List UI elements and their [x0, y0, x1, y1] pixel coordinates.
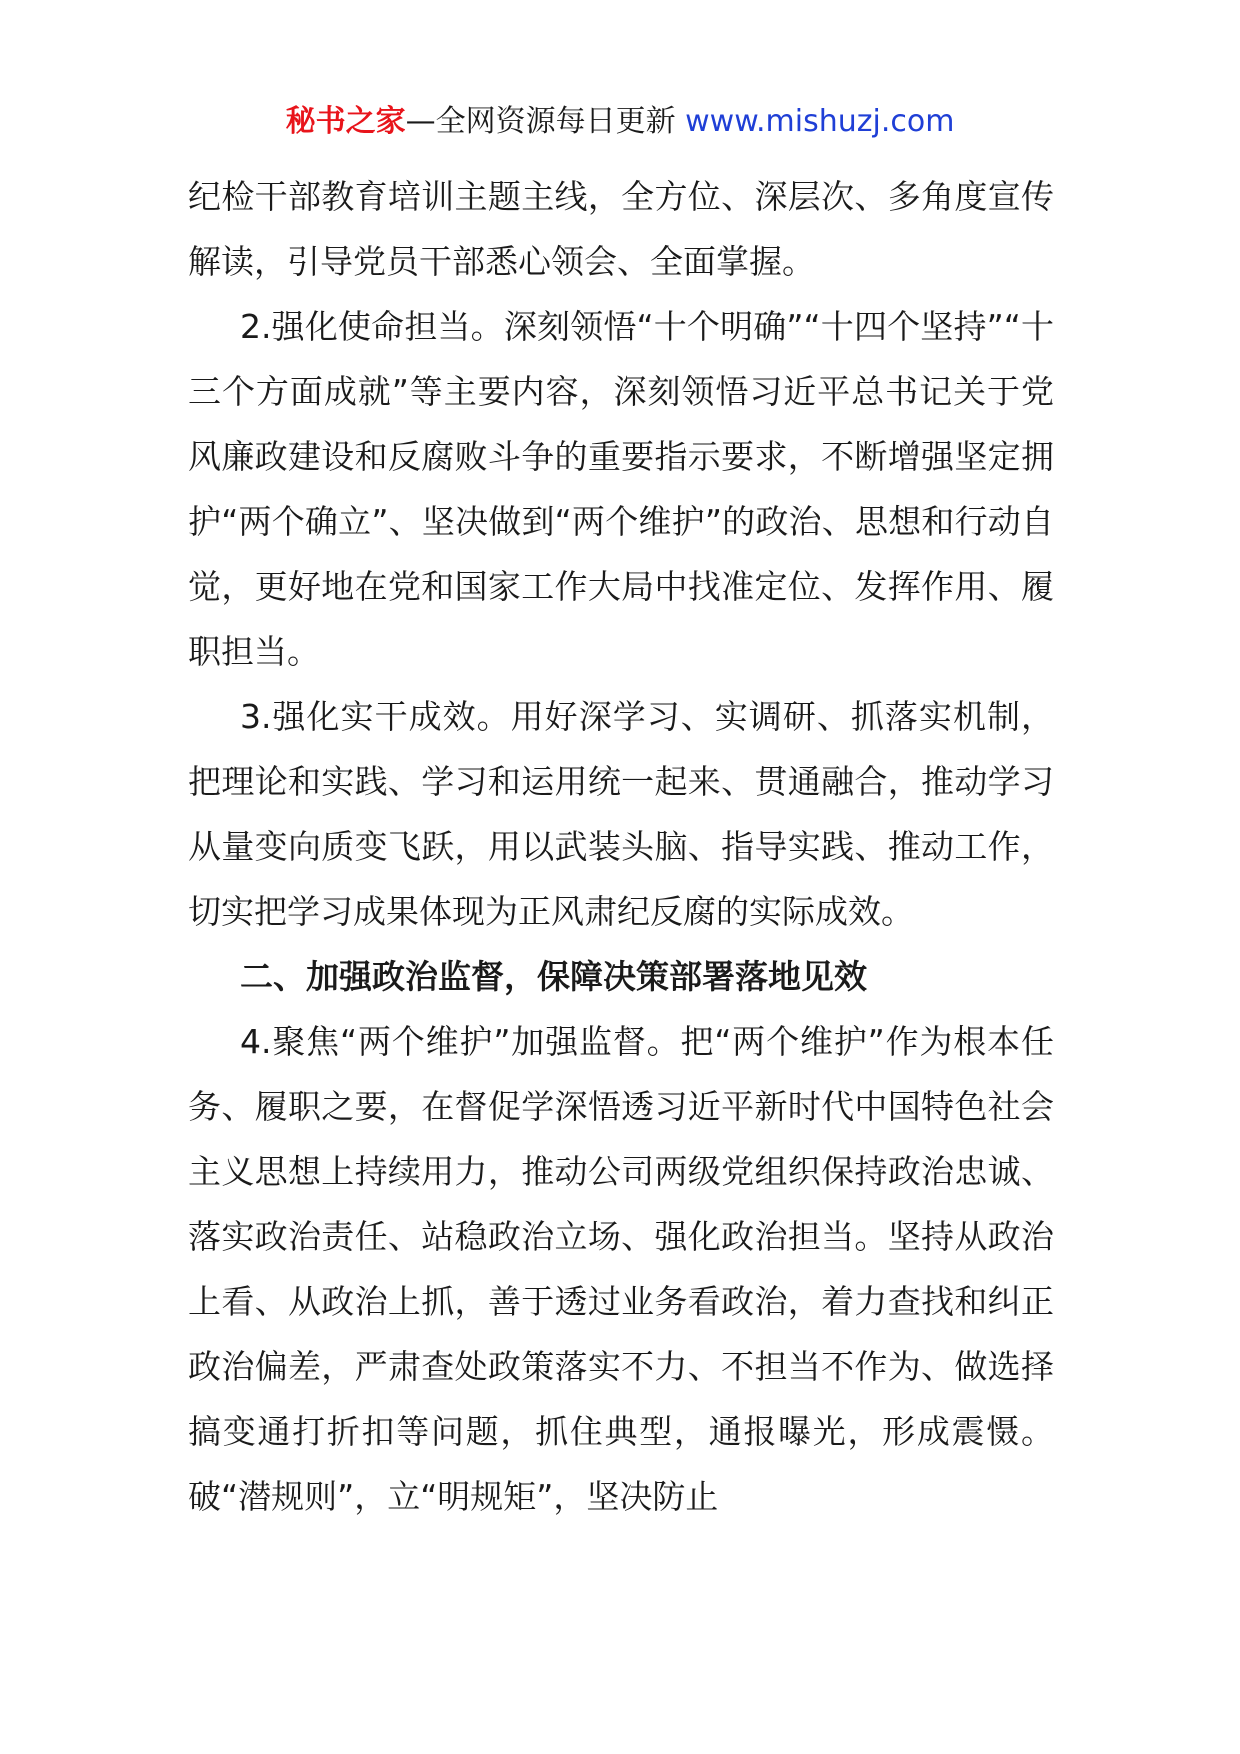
paragraph-item-2: 2.强化使命担当。深刻领悟“十个明确”“十四个坚持”“十三个方面成就”等主要内容，深刻领悟习近平总书记关于党风廉政建设和反腐败斗争的重要指示要求，不断增强坚定拥护“两个确立”、坚决做到“两个维护”的政治、思想和行动自觉，更好地在党和国家工作大局中找准定位、发挥作用、履职担当。	[188, 307, 1054, 671]
paragraph-item-3: 3.强化实干成效。用好深学习、实调研、抓落实机制，把理论和实践、学习和运用统一起来、贯通融合，推动学习从量变向质变飞跃，用以武装头脑、指导实践、推动工作，切实把学习成果体现为正风肃纪反腐的实际成效。	[188, 697, 1054, 931]
website-link[interactable]: www.mishuzj.com	[685, 104, 955, 139]
paragraph-item-4: 4.聚焦“两个维护”加强监督。把“两个维护”作为根本任务、履职之要，在督促学深悟透习近平新时代中国特色社会主义思想上持续用力，推动公司两级党组织保持政治忠诚、落实政治责任、站稳政治立场、强化政治担当。坚持从政治上看、从政治上抓，善于透过业务看政治，着力查找和纠正政治偏差，严肃查处政策落实不力、不担当不作为、做选择搞变通打折扣等问题，抓住典型，通报曝光，形成震慑。破“潜规则”，立“明规矩”，坚决防止	[188, 1022, 1054, 1516]
document-body	[188, 164, 1054, 1529]
brand-name: 秘书之家	[285, 104, 406, 139]
header-tagline: —全网资源每日更新	[405, 104, 676, 139]
page-header	[0, 100, 1240, 144]
paragraph-continued: 纪检干部教育培训主题主线，全方位、深层次、多角度宣传解读，引导党员干部悉心领会、全面掌握。	[188, 177, 1054, 281]
section-heading-2: 二、加强政治监督，保障决策部署落地见效	[240, 957, 867, 996]
